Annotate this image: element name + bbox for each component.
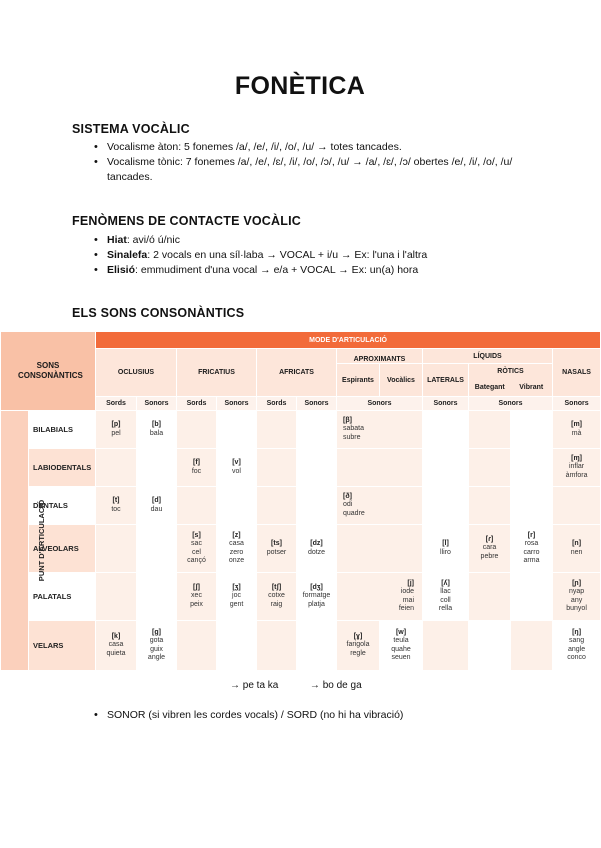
empty-cell <box>511 621 553 671</box>
empty-cell <box>511 487 553 525</box>
cell-sh: [ʃ] xec peix <box>177 573 217 621</box>
empty-cell <box>469 487 511 525</box>
definition: : avi/ó ú/nic <box>126 234 180 246</box>
empty-cell <box>137 449 177 487</box>
cell-d: [d] dau <box>137 487 177 525</box>
sonors-header: Sonors <box>423 397 469 411</box>
list-item: • SONOR (si vibren les cordes vocals) / SORD (no hi ha vibració) <box>94 708 534 723</box>
sonors-header: Sonors <box>217 397 257 411</box>
row-label-bilabials: BILABIALS <box>29 411 96 449</box>
section-heading-vocalic: SISTEMA VOCÀLIC <box>72 122 190 136</box>
consonant-table-wrapper <box>0 331 600 671</box>
cell-m: [m] mà <box>553 411 601 449</box>
empty-cell <box>423 449 469 487</box>
cell-p: [p] pel <box>96 411 137 449</box>
cell-lj: [ʎ] llac coll rella <box>423 573 469 621</box>
cell-zh: [ʒ] joc gent <box>217 573 257 621</box>
empty-cell <box>423 411 469 449</box>
section-heading-consonants: ELS SONS CONSONÀNTICS <box>72 306 245 320</box>
oclusius-header: OCLUSIUS <box>96 349 177 397</box>
empty-cell <box>469 573 511 621</box>
empty-cell <box>469 621 511 671</box>
cell-tap: [ɾ] cara pebre <box>469 525 511 573</box>
empty-cell <box>297 449 337 487</box>
cell-f: [f] foc <box>177 449 217 487</box>
cell-nj: [ɲ] nyap any bunyol <box>553 573 601 621</box>
list-item: • Vocalisme tònic: 7 fonemes /a/, /e/, /ɛ/, /i/, /o/, /ɔ/, /u/ → /a/, /ɛ/, /ɔ/ obertes /e/, /i/, /o/, /u/ tancades. <box>94 155 534 185</box>
africats-header: AFRICATS <box>257 349 337 397</box>
term: Sinalefa <box>107 249 148 261</box>
cell-b: [b] bala <box>137 411 177 449</box>
cell-j: [j] iode mai feien <box>337 573 423 621</box>
empty-cell <box>217 487 257 525</box>
sonors-header: Sonors <box>137 397 177 411</box>
empty-cell <box>137 573 177 621</box>
consonant-table <box>0 331 601 671</box>
laterals-header: LATERALS <box>423 364 469 397</box>
list-item <box>94 248 534 263</box>
cell-k: [k] casa quieta <box>96 621 137 671</box>
example-voiceless: → pe ta ka <box>230 680 279 691</box>
list-item <box>94 263 534 278</box>
liquids-header: LÍQUIDS <box>423 349 553 364</box>
sonor-note-list <box>94 708 534 723</box>
empty-cell <box>177 487 217 525</box>
sords-header: Sords <box>96 397 137 411</box>
cell-eth: [ð] odi quadre <box>337 487 423 525</box>
bategant-label: Bategant <box>474 384 505 391</box>
cell-tsh: [tʃ] cotxe raig <box>257 573 297 621</box>
empty-cell <box>469 449 511 487</box>
rotics-label: RÒTICS <box>497 368 524 375</box>
cell-dz: [dz] dotze <box>297 525 337 573</box>
empty-cell <box>177 411 217 449</box>
sords-header: Sords <box>177 397 217 411</box>
empty-cell <box>96 525 137 573</box>
examples-line <box>230 680 362 691</box>
sonors-header: Sonors <box>553 397 601 411</box>
empty-cell <box>469 411 511 449</box>
rotics-header <box>469 364 553 397</box>
list-item: • Vocalisme àton: 5 fonemes /a/, /e/, /i/, /o/, /u/ → totes tancades. <box>94 140 534 155</box>
empty-cell <box>297 487 337 525</box>
mode-header: MODE D'ARTICULACIÓ <box>96 332 601 349</box>
cell-n: [n] nen <box>553 525 601 573</box>
cell-g: [g] gota guix angle <box>137 621 177 671</box>
vocalic-list <box>94 140 534 185</box>
row-label-velars: VELARS <box>29 621 96 671</box>
empty-cell <box>423 621 469 671</box>
empty-cell <box>137 525 177 573</box>
example-voiced: → bo de ga <box>309 680 362 691</box>
cell-t: [t] toc <box>96 487 137 525</box>
contact-list <box>94 233 534 278</box>
corner-label: SONS CONSONÀNTICS <box>18 361 83 380</box>
list-item <box>94 233 534 248</box>
punt-articulacio-label: PUNT D'ARTICULACIÓ <box>1 411 29 671</box>
empty-cell <box>257 411 297 449</box>
cell-l: [l] lliro <box>423 525 469 573</box>
sonors-header: Sonors <box>297 397 337 411</box>
empty-cell <box>297 411 337 449</box>
cell-v: [v] vol <box>217 449 257 487</box>
cell-z: [z] casa zero onze <box>217 525 257 573</box>
section-heading-contact: FENÒMENS DE CONTACTE VOCÀLIC <box>72 214 301 228</box>
row-label-dentals: DENTALS <box>29 487 96 525</box>
empty-cell <box>553 487 601 525</box>
cell-beta: [β] sabata subre <box>337 411 423 449</box>
row-label-labiodentals: LABIODENTALS <box>29 449 96 487</box>
empty-cell <box>217 411 257 449</box>
empty-cell <box>96 449 137 487</box>
empty-cell <box>511 573 553 621</box>
sonors-header: Sonors <box>337 397 423 411</box>
cell-s: [s] sac cel cançó <box>177 525 217 573</box>
fricatius-header: FRICATIUS <box>177 349 257 397</box>
empty-cell <box>217 621 257 671</box>
empty-cell <box>337 449 423 487</box>
empty-cell <box>257 449 297 487</box>
cell-gamma: [ɣ] farigola regle <box>337 621 380 671</box>
vibrant-label: Vibrant <box>519 384 544 391</box>
table-corner <box>1 332 96 411</box>
empty-cell <box>511 449 553 487</box>
sords-header: Sords <box>257 397 297 411</box>
empty-cell <box>257 487 297 525</box>
espirants-header: Espirants <box>337 364 380 397</box>
aproximants-header: APROXIMANTS <box>337 349 423 364</box>
cell-ts: [ts] potser <box>257 525 297 573</box>
empty-cell <box>297 621 337 671</box>
empty-cell <box>337 525 423 573</box>
definition: : 2 vocals en una síl·laba → VOCAL + i/u → Ex: l'una i l'altra <box>147 249 428 261</box>
empty-cell <box>423 487 469 525</box>
empty-cell <box>96 573 137 621</box>
cell-dzh: [dʒ] formatge platja <box>297 573 337 621</box>
cell-mj: [ɱ] inflar àmfora <box>553 449 601 487</box>
empty-cell <box>177 621 217 671</box>
definition: : emmudiment d'una vocal → e/a + VOCAL → Ex: un(a) hora <box>135 264 419 276</box>
vocalics-header: Vocàlics <box>380 364 423 397</box>
term: Elisió <box>107 264 136 276</box>
row-label-alveolars: ALVEOLARS <box>29 525 96 573</box>
cell-r: [r] rosa carro arma <box>511 525 553 573</box>
empty-cell <box>257 621 297 671</box>
empty-cell <box>511 411 553 449</box>
nasals-header: NASALS <box>553 349 601 397</box>
cell-ng: [ŋ] sang angle conco <box>553 621 601 671</box>
sonors-header: Sonors <box>469 397 553 411</box>
term: Hiat <box>107 234 127 246</box>
cell-w: [w] teula quahe seuen <box>380 621 423 671</box>
row-label-palatals: PALATALS <box>29 573 96 621</box>
page-title: FONÈTICA <box>234 72 366 100</box>
